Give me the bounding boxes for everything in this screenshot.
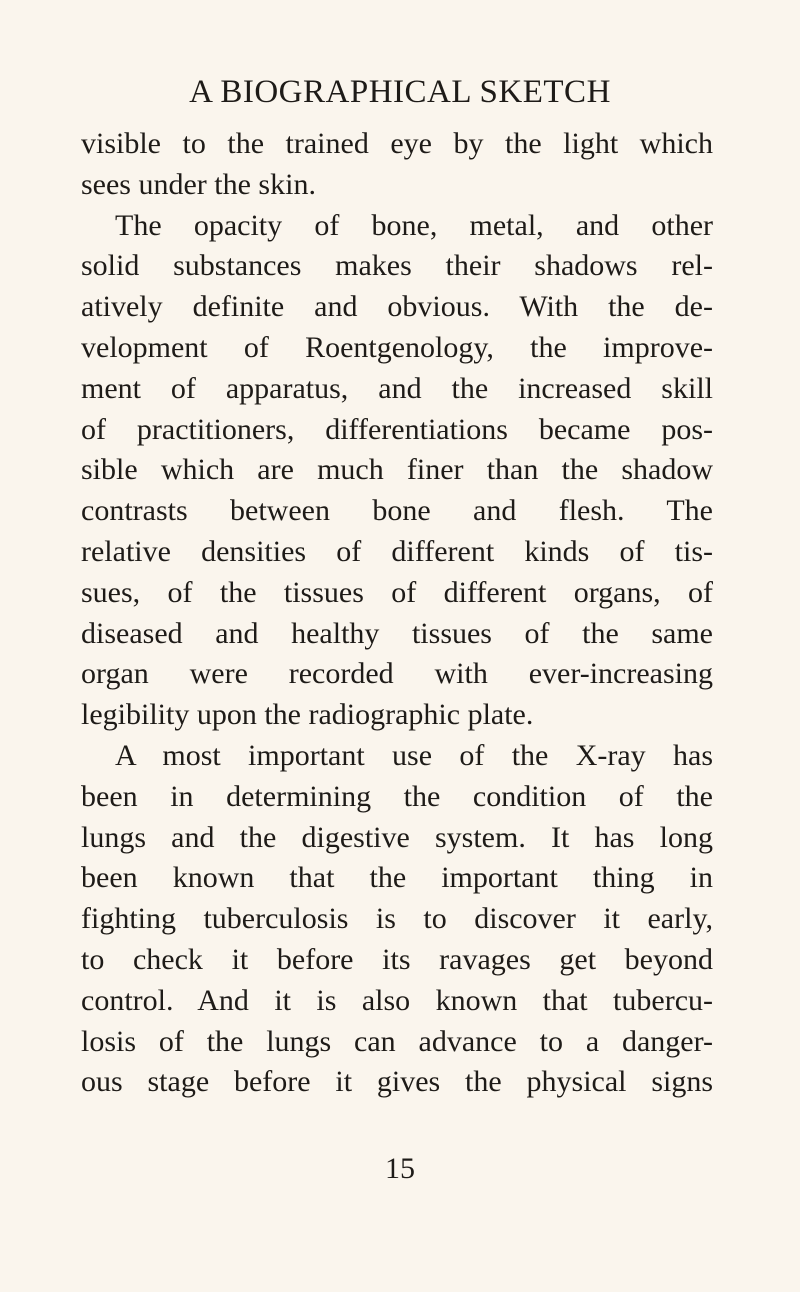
page-number: 15	[385, 1152, 415, 1185]
text-line: sees under the skin.	[81, 167, 316, 201]
text-line: contrasts between bone and flesh. The	[81, 494, 713, 528]
text-line: losis of the lungs can advance to a danger-	[81, 1024, 713, 1058]
text-line: fighting tuberculosis is to discover it early,	[81, 902, 713, 936]
text-line: diseased and healthy tissues of the same	[81, 616, 713, 650]
text-line: relative densities of different kinds of tis-	[81, 534, 713, 568]
text-line: visible to the trained eye by the light which	[81, 127, 713, 160]
text-line: to check it before its ravages get beyond	[81, 942, 713, 976]
text-line: control. And it is also known that tubercu-	[81, 983, 713, 1017]
text-line: The opacity of bone, metal, and other	[115, 208, 713, 242]
text-line: sues, of the tissues of different organs, of	[81, 575, 713, 609]
text-line: organ were recorded with ever-increasing	[81, 657, 713, 691]
text-line: been in determining the condition of the	[81, 779, 713, 813]
text-line: ous stage before it gives the physical signs	[81, 1065, 713, 1099]
text-line: A most important use of the X-ray has	[115, 738, 713, 772]
text-line: velopment of Roentgenology, the improve-	[81, 330, 713, 364]
text-line: legibility upon the radiographic plate.	[81, 698, 534, 732]
text-line: been known that the important thing in	[81, 861, 713, 895]
text-line: ment of apparatus, and the increased skill	[81, 371, 713, 405]
text-line: of practitioners, differentiations became pos-	[81, 412, 713, 446]
running-head: A BIOGRAPHICAL SKETCH	[189, 74, 611, 110]
text-line: solid substances makes their shadows rel-	[81, 249, 713, 283]
body-text	[81, 124, 713, 1103]
text-line: lungs and the digestive system. It has long	[81, 820, 713, 854]
text-line: sible which are much finer than the shadow	[81, 453, 713, 487]
text-line: atively definite and obvious. With the de-	[81, 290, 713, 324]
